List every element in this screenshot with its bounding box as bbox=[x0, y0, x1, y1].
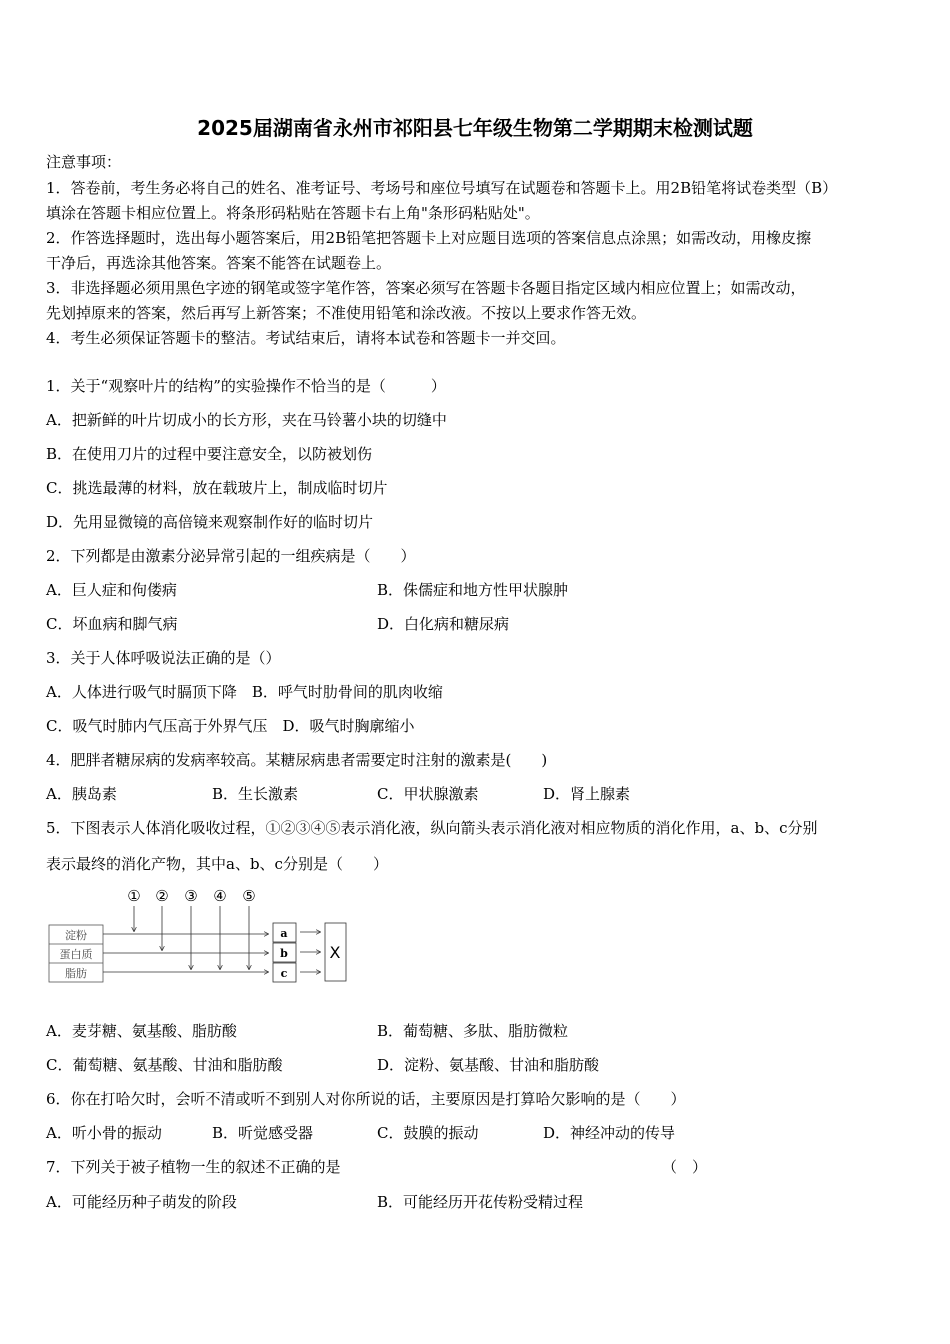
question-4-option-b: B．生长激素 bbox=[212, 785, 299, 803]
notice-line: 4．考生必须保证答题卡的整洁。考试结束后，请将本试卷和答题卡一并交回。 bbox=[46, 329, 566, 347]
question-1-option-d: D．先用显微镜的高倍镜来观察制作好的临时切片 bbox=[46, 513, 374, 531]
substance-starch: 淀粉 bbox=[65, 929, 87, 942]
question-5-option-a: A．麦芽糖、氨基酸、脂肪酸 bbox=[46, 1022, 237, 1040]
question-3-options-ab: A．人体进行吸气时膈顶下降 B．呼气时肋骨间的肌肉收缩 bbox=[46, 683, 443, 701]
juice-label-1: ① bbox=[127, 887, 141, 905]
substance-fat: 脂肪 bbox=[65, 967, 87, 980]
question-7-answer-paren: （ ） bbox=[662, 1158, 708, 1176]
notice-line: 1．答卷前，考生务必将自己的姓名、准考证号、考场号和座位号填写在试题卷和答题卡上。用2B铅笔将试卷类型（B） bbox=[46, 179, 838, 197]
juice-label-3: ③ bbox=[184, 887, 198, 905]
question-1-stem: 1．关于“观察叶片的结构”的实验操作不恰当的是（ ） bbox=[46, 377, 446, 395]
question-4-option-d: D．肾上腺素 bbox=[543, 785, 631, 803]
notice-line: 3．非选择题必须用黑色字迹的钢笔或签字笔作答，答案必须写在答题卡各题目指定区域内相应位置上；如需改动， bbox=[46, 279, 806, 297]
question-4-option-a: A．胰岛素 bbox=[46, 785, 117, 803]
notice-heading: 注意事项： bbox=[46, 153, 122, 171]
question-6-option-a: A．听小骨的振动 bbox=[46, 1124, 162, 1142]
question-3-stem: 3．关于人体呼吸说法正确的是（） bbox=[46, 649, 281, 667]
question-7-option-b: B．可能经历开花传粉受精过程 bbox=[377, 1193, 584, 1211]
product-b: b bbox=[280, 947, 288, 960]
question-2-option-d: D．白化病和糖尿病 bbox=[377, 615, 510, 633]
question-6-stem: 6．你在打哈欠时，会听不清或听不到别人对你所说的话，主要原因是打算哈欠影响的是（ ） bbox=[46, 1090, 686, 1108]
notice-line: 干净后，再选涂其他答案。答案不能答在试题卷上。 bbox=[46, 254, 392, 272]
substance-protein: 蛋白质 bbox=[59, 948, 93, 961]
question-2-stem: 2．下列都是由激素分泌异常引起的一组疾病是（ ） bbox=[46, 547, 416, 565]
question-5-option-d: D．淀粉、氨基酸、甘油和脂肪酸 bbox=[377, 1056, 600, 1074]
notice-line: 填涂在答题卡相应位置上。将条形码粘贴在答题卡右上角"条形码粘贴处"。 bbox=[46, 204, 540, 222]
product-a: a bbox=[280, 927, 288, 940]
notice-line: 先划掉原来的答案，然后再写上新答案；不准使用铅笔和涂改液。不按以上要求作答无效。 bbox=[46, 304, 647, 322]
question-1-option-a: A．把新鲜的叶片切成小的长方形，夹在马铃薯小块的切缝中 bbox=[46, 411, 447, 429]
juice-label-5: ⑤ bbox=[242, 887, 256, 905]
question-7-stem: 7．下列关于被子植物一生的叙述不正确的是 bbox=[46, 1158, 341, 1176]
juice-label-2: ② bbox=[155, 887, 169, 905]
question-2-option-c: C．坏血病和脚气病 bbox=[46, 615, 178, 633]
product-c: c bbox=[280, 967, 288, 980]
question-5-stem-cont: 表示最终的消化产物，其中a、b、c分别是（ ） bbox=[46, 855, 388, 873]
question-1-option-b: B．在使用刀片的过程中要注意安全，以防被划伤 bbox=[46, 445, 373, 463]
digestion-diagram bbox=[46, 885, 366, 985]
question-6-option-b: B．听觉感受器 bbox=[212, 1124, 314, 1142]
question-2-option-a: A．巨人症和佝偻病 bbox=[46, 581, 177, 599]
question-4-option-c: C．甲状腺激素 bbox=[377, 785, 479, 803]
question-5-option-b: B．葡萄糖、多肽、脂肪微粒 bbox=[377, 1022, 569, 1040]
question-3-options-cd: C．吸气时肺内气压高于外界气压 D．吸气时胸廓缩小 bbox=[46, 717, 415, 735]
notice-line: 2．作答选择题时，选出每小题答案后，用2B铅笔把答题卡上对应题目选项的答案信息点涂黑；如需改动，用橡皮擦 bbox=[46, 229, 812, 247]
page-title: 2025届湖南省永州市祁阳县七年级生物第二学期期末检测试题 bbox=[197, 116, 753, 140]
question-7-option-a: A．可能经历种子萌发的阶段 bbox=[46, 1193, 237, 1211]
question-4-stem: 4．肥胖者糖尿病的发病率较高。某糖尿病患者需要定时注射的激素是( ) bbox=[46, 751, 548, 769]
juice-label-4: ④ bbox=[213, 887, 227, 905]
question-5-option-c: C．葡萄糖、氨基酸、甘油和脂肪酸 bbox=[46, 1056, 283, 1074]
question-6-option-d: D．神经冲动的传导 bbox=[543, 1124, 676, 1142]
final-x: X bbox=[329, 943, 341, 962]
question-5-stem: 5．下图表示人体消化吸收过程，①②③④⑤表示消化液，纵向箭头表示消化液对相应物质的消化作用，a、b、c分别 bbox=[46, 819, 818, 837]
question-1-option-c: C．挑选最薄的材料，放在载玻片上，制成临时切片 bbox=[46, 479, 388, 497]
question-2-option-b: B．侏儒症和地方性甲状腺肿 bbox=[377, 581, 569, 599]
question-6-option-c: C．鼓膜的振动 bbox=[377, 1124, 479, 1142]
